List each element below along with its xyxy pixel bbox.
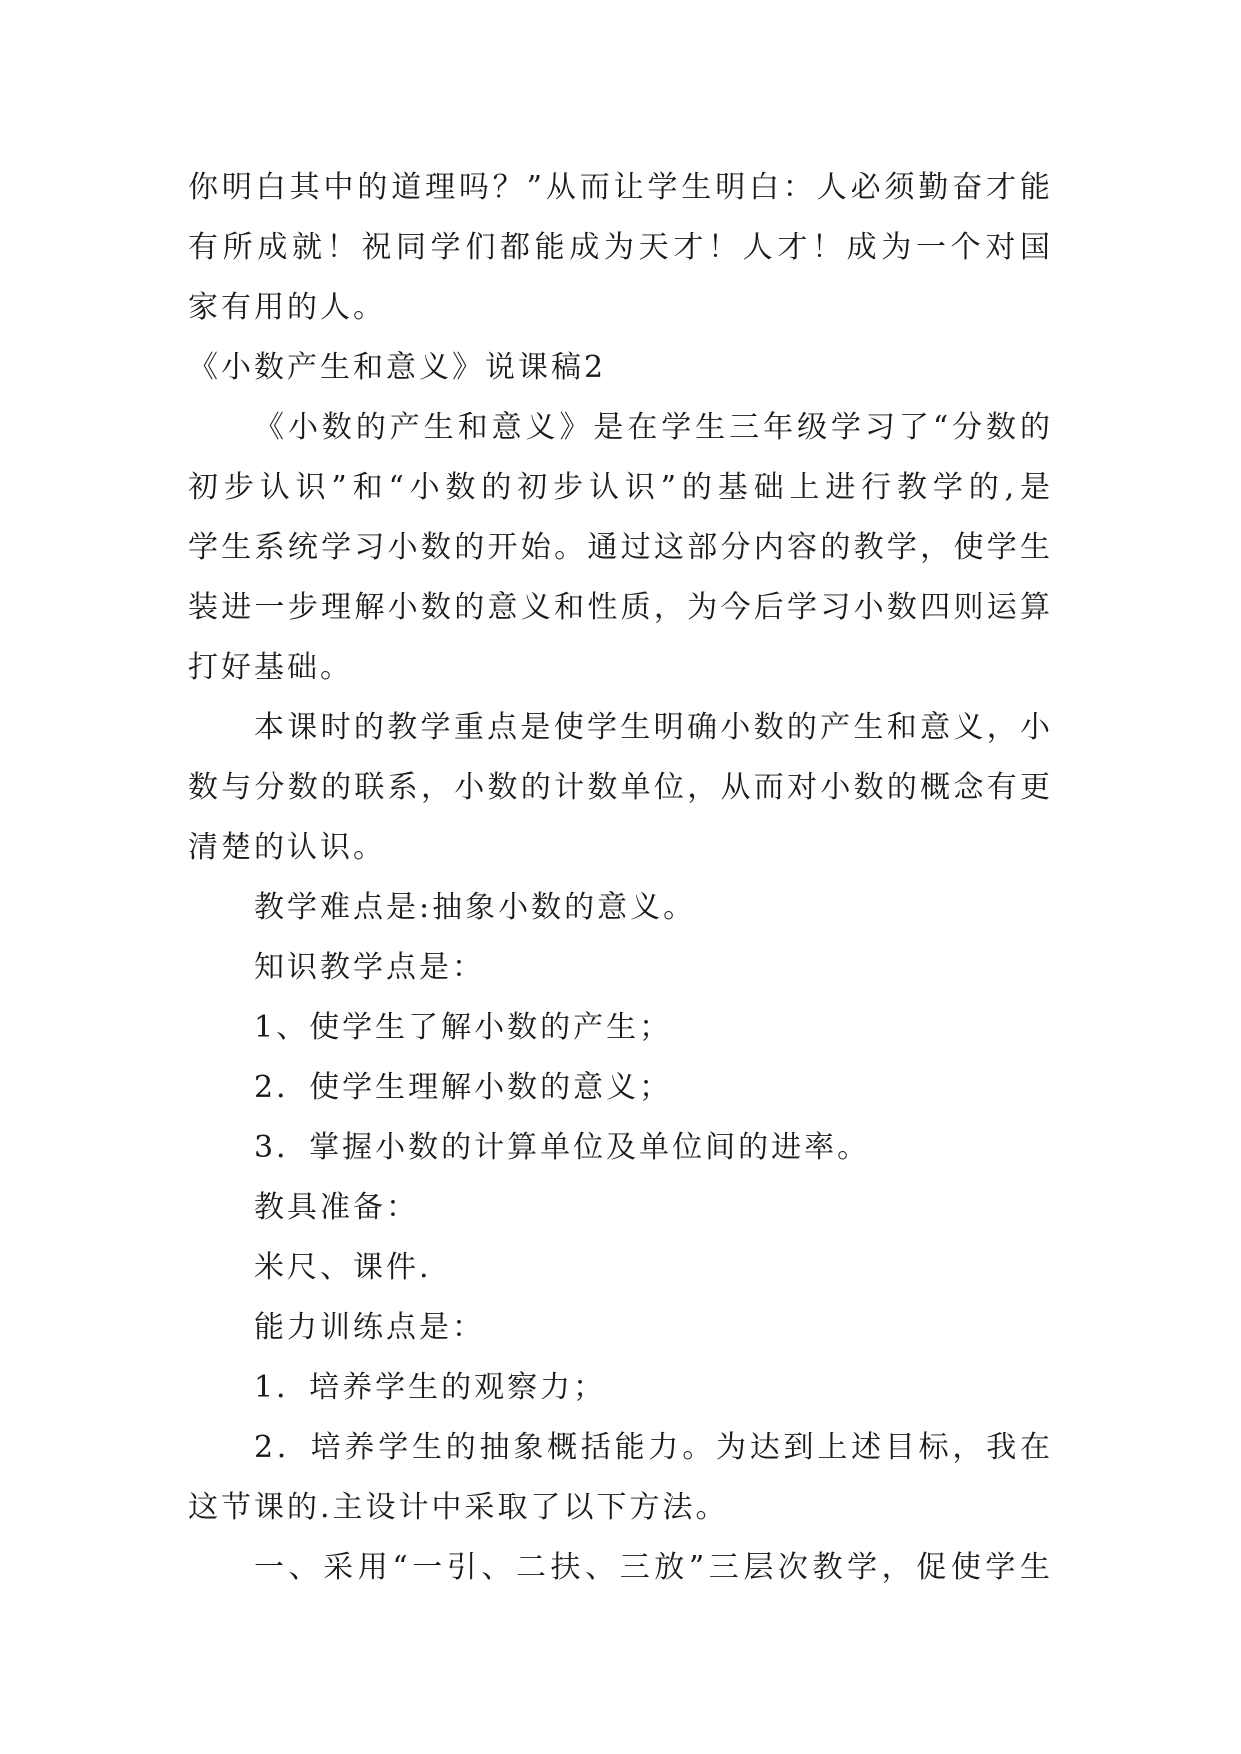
paragraph-first-line: 米尺、课件. bbox=[254, 1250, 432, 1285]
list-item: 1、使学生了解小数的产生； bbox=[254, 1010, 673, 1045]
paragraph-first-line: 教具准备： bbox=[254, 1190, 419, 1225]
document-page bbox=[188, 158, 1053, 1598]
section-heading: 《小数产生和意义》说课稿2 bbox=[188, 350, 607, 385]
paragraph-first-line: 教学难点是:抽象小数的意义。 bbox=[254, 890, 697, 925]
text-line: 打好基础。 bbox=[188, 650, 353, 685]
paragraph-first-line: 能力训练点是： bbox=[254, 1310, 485, 1345]
text-line: 数与分数的联系，小数的计数单位，从而对小数的概念有更 bbox=[188, 770, 1053, 805]
text-line: 清楚的认识。 bbox=[188, 830, 386, 865]
text-line: 家有用的人。 bbox=[188, 290, 386, 325]
text-line: 这节课的.主设计中采取了以下方法。 bbox=[188, 1490, 729, 1525]
text-line: 学生系统学习小数的开始。通过这部分内容的教学，使学生 bbox=[188, 530, 1053, 565]
list-item: 1．培养学生的观察力； bbox=[254, 1370, 607, 1405]
paragraph-first-line: 本课时的教学重点是使学生明确小数的产生和意义，小 bbox=[254, 710, 1053, 745]
list-item: 2．培养学生的抽象概括能力。为达到上述目标，我在 bbox=[254, 1430, 1053, 1465]
paragraph-first-line: 《小数的产生和意义》是在学生三年级学习了“分数的 bbox=[254, 410, 1053, 445]
list-item: 2．使学生理解小数的意义； bbox=[254, 1070, 673, 1105]
text-line: 有所成就！祝同学们都能成为天才！人才！成为一个对国 bbox=[188, 230, 1053, 265]
paragraph-first-line: 知识教学点是： bbox=[254, 950, 485, 985]
text-line: 初步认识”和“小数的初步认识”的基础上进行教学的,是 bbox=[188, 470, 1053, 505]
text-line: 你明白其中的道理吗？”从而让学生明白：人必须勤奋才能 bbox=[188, 170, 1053, 205]
paragraph-first-line: 一、采用“一引、二扶、三放”三层次教学，促使学生 bbox=[254, 1550, 1053, 1585]
text-line: 装进一步理解小数的意义和性质，为今后学习小数四则运算 bbox=[188, 590, 1053, 625]
list-item: 3．掌握小数的计算单位及单位间的进率。 bbox=[254, 1130, 871, 1165]
